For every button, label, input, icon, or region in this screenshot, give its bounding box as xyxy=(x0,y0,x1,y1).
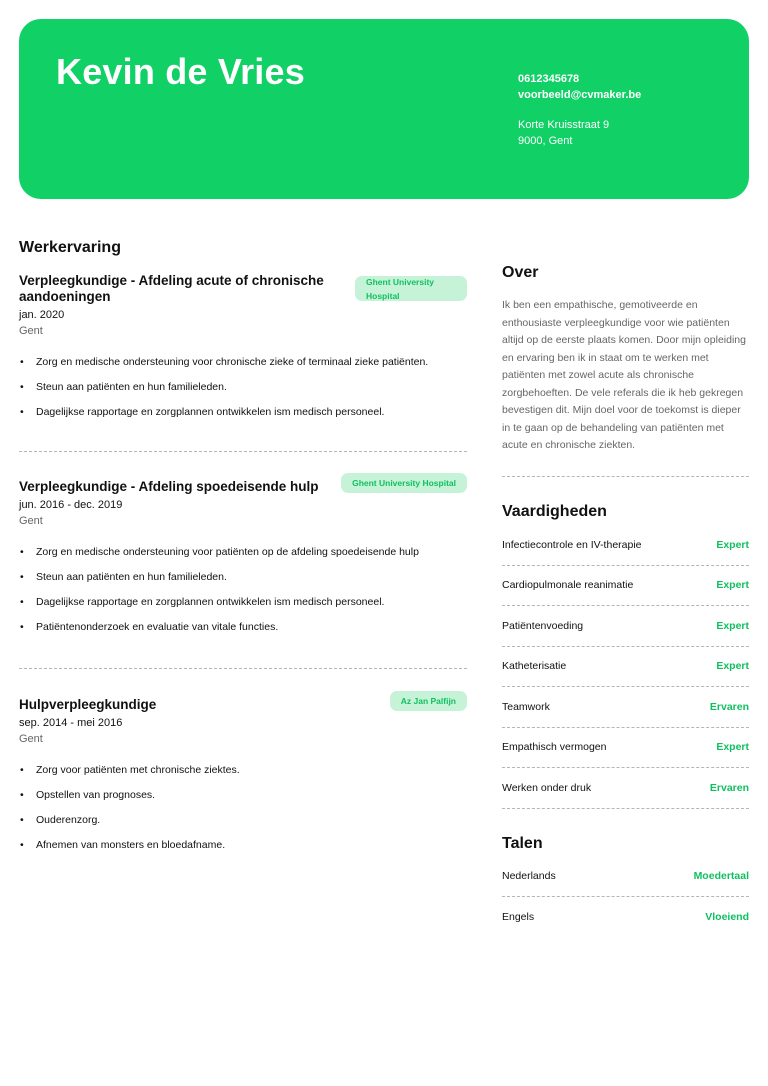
languages-heading: Talen xyxy=(502,835,543,852)
skill-level: Ervaren xyxy=(709,700,749,713)
skill-name: Empathisch vermogen xyxy=(502,741,607,754)
language-level: Moedertaal xyxy=(693,869,749,882)
divider xyxy=(19,451,467,452)
list-item: • Zorg en medische ondersteuning voor patiënten op de afdeling spoedeisende hulp xyxy=(19,545,467,559)
cv-header xyxy=(19,19,749,199)
contact-info xyxy=(518,71,641,149)
skill-name: Patiëntenvoeding xyxy=(502,619,584,632)
list-item: • Opstellen van prognoses. xyxy=(19,788,467,802)
employer-badge: Az Jan Palfijn xyxy=(390,691,467,711)
skill-name: Werken onder druk xyxy=(502,781,592,794)
skill-row xyxy=(502,687,749,728)
language-name: Engels xyxy=(502,910,535,923)
skill-row xyxy=(502,606,749,647)
address-line-1: Korte Kruisstraat 9 xyxy=(518,119,610,131)
skill-name: Cardiopulmonale reanimatie xyxy=(502,579,634,592)
skill-row xyxy=(502,728,749,769)
list-item: • Steun aan patiënten en hun familieleden. xyxy=(19,380,467,394)
list-item: • Dagelijkse rapportage en zorgplannen ontwikkelen ism medisch personeel. xyxy=(19,405,467,419)
job-title: Verpleegkundige - Afdeling acute of chronische aandoeningen xyxy=(19,273,324,304)
list-item: • Patiëntenonderzoek en evaluatie van vitale functies. xyxy=(19,620,467,634)
job-date: sep. 2014 - mei 2016 xyxy=(19,717,123,729)
skill-level: Expert xyxy=(716,538,749,551)
skill-level: Expert xyxy=(716,741,749,754)
skill-level: Expert xyxy=(716,619,749,632)
job-title: Verpleegkundige - Afdeling spoedeisende hulp xyxy=(19,479,319,494)
skill-level: Expert xyxy=(716,660,749,673)
skill-name: Infectiecontrole en IV-therapie xyxy=(502,538,642,551)
list-item: • Zorg en medische ondersteuning voor chronische zieke of terminaal zieke patiënten. xyxy=(19,355,467,369)
skill-row xyxy=(502,647,749,688)
about-text: Ik ben een empathische, gemotiveerde en enthousiaste verpleegkundige voor wie patiënten altijd op de eerste plaats komen. Door mijn opleiding en ervaring ben ik in staat om te werken met patiënten met zowel acute als chronische zorgbehoeften. De vele referals die ik heb gekregen bevestigen dit. Mijn doel voor de toekomst is dieper in te gaan op de behandeling van patiënten met acute en chronische ziekten. xyxy=(502,299,746,451)
skills-list xyxy=(502,525,749,809)
language-row xyxy=(502,856,749,897)
employer-badge: Ghent University Hospital xyxy=(355,276,467,301)
job-duties xyxy=(19,763,467,852)
skill-level: Ervaren xyxy=(709,781,749,794)
list-item: • Afnemen van monsters en bloedafname. xyxy=(19,838,467,852)
skill-row xyxy=(502,525,749,566)
phone-number[interactable]: 0612345678 xyxy=(518,73,580,85)
employer-badge: Ghent University Hospital xyxy=(341,473,467,493)
divider xyxy=(502,476,749,477)
list-item: • Zorg voor patiënten met chronische ziektes. xyxy=(19,763,467,777)
skill-row xyxy=(502,566,749,607)
email-address[interactable]: voorbeeld@cvmaker.be xyxy=(518,89,642,101)
language-row xyxy=(502,897,749,938)
job-entry xyxy=(19,273,467,430)
skills-heading: Vaardigheden xyxy=(502,503,607,520)
job-title: Hulpverpleegkundige xyxy=(19,697,157,712)
experience-heading: Werkervaring xyxy=(19,239,121,256)
job-location: Gent xyxy=(19,733,43,745)
skill-row xyxy=(502,768,749,809)
skill-name: Teamwork xyxy=(502,700,550,713)
job-entry xyxy=(19,697,467,863)
skill-name: Katheterisatie xyxy=(502,660,567,673)
job-entry xyxy=(19,479,467,645)
job-date: jun. 2016 - dec. 2019 xyxy=(19,499,123,511)
job-duties xyxy=(19,545,467,634)
candidate-name: Kevin de Vries xyxy=(56,51,305,92)
list-item: • Steun aan patiënten en hun familieleden. xyxy=(19,570,467,584)
job-location: Gent xyxy=(19,325,43,337)
list-item: • Ouderenzorg. xyxy=(19,813,467,827)
divider xyxy=(19,668,467,669)
list-item: • Dagelijkse rapportage en zorgplannen ontwikkelen ism medisch personeel. xyxy=(19,595,467,609)
about-heading: Over xyxy=(502,264,539,281)
job-date: jan. 2020 xyxy=(19,309,65,321)
language-name: Nederlands xyxy=(502,869,556,882)
language-level: Vloeiend xyxy=(705,910,749,923)
languages-list xyxy=(502,856,749,937)
job-duties xyxy=(19,355,467,419)
address-line-2: 9000, Gent xyxy=(518,135,573,147)
skill-level: Expert xyxy=(716,579,749,592)
job-location: Gent xyxy=(19,515,43,527)
